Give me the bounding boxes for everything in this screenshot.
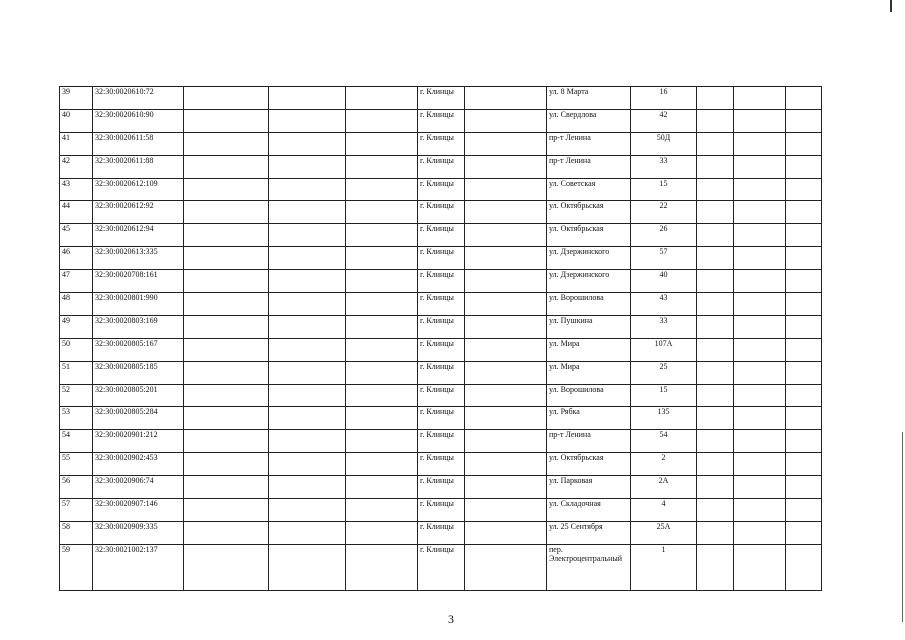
empty-cell [346,499,418,522]
street-cell: ул. 8 Марта [547,87,631,110]
empty-cell [786,155,822,178]
cadastral-number-cell: 32:30:0020612:92 [93,201,184,224]
empty-cell [786,361,822,384]
table-row [60,453,822,476]
row-number-cell: 54 [60,430,93,453]
house-number-cell: 42 [631,109,697,132]
house-number-cell: 43 [631,293,697,316]
scan-edge-line [902,432,903,622]
row-number-cell: 42 [60,155,93,178]
empty-cell [786,109,822,132]
row-number-cell: 39 [60,87,93,110]
empty-cell [734,384,786,407]
empty-cell [786,407,822,430]
table-row [60,384,822,407]
empty-cell [465,155,547,178]
empty-cell [465,453,547,476]
empty-cell [346,361,418,384]
empty-cell [184,293,269,316]
table-row [60,407,822,430]
empty-cell [697,499,734,522]
empty-cell [786,224,822,247]
empty-cell [346,247,418,270]
empty-cell [697,155,734,178]
cadastral-number-cell: 32:30:0020610:72 [93,87,184,110]
table-row [60,430,822,453]
street-cell: пр-т Ленина [547,132,631,155]
row-number-cell: 52 [60,384,93,407]
empty-cell [734,521,786,544]
empty-cell [346,178,418,201]
empty-cell [697,338,734,361]
empty-cell [734,315,786,338]
house-number-cell: 54 [631,430,697,453]
empty-cell [465,499,547,522]
empty-cell [346,407,418,430]
empty-cell [184,521,269,544]
city-cell: г. Клинцы [418,430,465,453]
table-row [60,476,822,499]
empty-cell [697,315,734,338]
row-number-cell: 49 [60,315,93,338]
empty-cell [184,315,269,338]
empty-cell [697,132,734,155]
empty-cell [734,270,786,293]
cadastral-number-cell: 32:30:0020907:146 [93,499,184,522]
empty-cell [465,87,547,110]
house-number-cell: 33 [631,315,697,338]
city-cell: г. Клинцы [418,224,465,247]
empty-cell [465,109,547,132]
empty-cell [697,430,734,453]
city-cell: г. Клинцы [418,155,465,178]
empty-cell [734,293,786,316]
empty-cell [269,132,346,155]
cadastral-number-cell: 32:30:0020906:74 [93,476,184,499]
city-cell: г. Клинцы [418,407,465,430]
empty-cell [734,155,786,178]
table-row [60,132,822,155]
empty-cell [734,499,786,522]
empty-cell [465,132,547,155]
table-row [60,521,822,544]
empty-cell [184,453,269,476]
house-number-cell: 4 [631,499,697,522]
street-cell: ул. Дзержинского [547,270,631,293]
table-row [60,499,822,522]
city-cell: г. Клинцы [418,453,465,476]
street-cell: пр-т Ленина [547,430,631,453]
empty-cell [346,430,418,453]
empty-cell [697,544,734,590]
city-cell: г. Клинцы [418,109,465,132]
row-number-cell: 47 [60,270,93,293]
empty-cell [697,87,734,110]
empty-cell [734,247,786,270]
empty-cell [697,476,734,499]
empty-cell [346,270,418,293]
empty-cell [697,270,734,293]
empty-cell [697,201,734,224]
house-number-cell: 1 [631,544,697,590]
house-number-cell: 16 [631,87,697,110]
house-number-cell: 135 [631,407,697,430]
city-cell: г. Клинцы [418,132,465,155]
empty-cell [734,109,786,132]
street-cell: ул. Ворошилова [547,384,631,407]
house-number-cell: 25А [631,521,697,544]
empty-cell [269,293,346,316]
empty-cell [734,361,786,384]
empty-cell [697,293,734,316]
page-number: 3 [448,612,454,626]
empty-cell [269,247,346,270]
empty-cell [465,201,547,224]
empty-cell [786,544,822,590]
empty-cell [786,476,822,499]
table-row [60,544,822,590]
table-row [60,338,822,361]
empty-cell [786,247,822,270]
empty-cell [734,544,786,590]
street-cell: ул. Ворошилова [547,293,631,316]
empty-cell [465,315,547,338]
street-cell: ул. Октябрьская [547,453,631,476]
row-number-cell: 51 [60,361,93,384]
city-cell: г. Клинцы [418,247,465,270]
empty-cell [786,384,822,407]
cadastral-number-cell: 32:30:0020902:453 [93,453,184,476]
street-cell: ул. Октябрьская [547,201,631,224]
empty-cell [697,453,734,476]
house-number-cell: 33 [631,155,697,178]
empty-cell [786,315,822,338]
empty-cell [184,270,269,293]
empty-cell [786,499,822,522]
street-cell: ул. Рябка [547,407,631,430]
empty-cell [184,132,269,155]
row-number-cell: 55 [60,453,93,476]
street-cell: ул. Складочная [547,499,631,522]
cadastral-number-cell: 32:30:0020708:161 [93,270,184,293]
empty-cell [184,201,269,224]
empty-cell [269,499,346,522]
house-number-cell: 2 [631,453,697,476]
empty-cell [734,430,786,453]
empty-cell [697,109,734,132]
empty-cell [346,544,418,590]
empty-cell [697,178,734,201]
cadastral-number-cell: 32:30:0020611:58 [93,132,184,155]
cadastral-number-cell: 32:30:0020805:185 [93,361,184,384]
empty-cell [269,155,346,178]
empty-cell [269,430,346,453]
city-cell: г. Клинцы [418,315,465,338]
empty-cell [184,361,269,384]
city-cell: г. Клинцы [418,270,465,293]
street-cell: ул. Дзержинского [547,247,631,270]
empty-cell [465,361,547,384]
empty-cell [346,155,418,178]
table-row [60,155,822,178]
empty-cell [697,361,734,384]
table-row [60,178,822,201]
house-number-cell: 26 [631,224,697,247]
empty-cell [734,338,786,361]
empty-cell [184,407,269,430]
row-number-cell: 56 [60,476,93,499]
empty-cell [269,407,346,430]
empty-cell [786,201,822,224]
empty-cell [786,453,822,476]
empty-cell [346,224,418,247]
empty-cell [269,544,346,590]
cadastral-number-cell: 32:30:0020805:201 [93,384,184,407]
house-number-cell: 15 [631,178,697,201]
street-cell: ул. 25 Сентября [547,521,631,544]
empty-cell [465,293,547,316]
street-cell: ул. Мира [547,338,631,361]
cadastral-number-cell: 32:30:0021002:137 [93,544,184,590]
empty-cell [734,178,786,201]
table-row [60,247,822,270]
street-cell: пр-т Ленина [547,155,631,178]
empty-cell [734,224,786,247]
empty-cell [184,87,269,110]
empty-cell [346,384,418,407]
empty-cell [346,201,418,224]
empty-cell [184,155,269,178]
empty-cell [269,315,346,338]
cadastral-number-cell: 32:30:0020901:212 [93,430,184,453]
empty-cell [465,384,547,407]
empty-cell [184,476,269,499]
register-table-body [60,87,822,591]
empty-cell [697,521,734,544]
empty-cell [269,224,346,247]
table-row [60,315,822,338]
row-number-cell: 46 [60,247,93,270]
table-row [60,201,822,224]
empty-cell [465,407,547,430]
city-cell: г. Клинцы [418,521,465,544]
city-cell: г. Клинцы [418,293,465,316]
row-number-cell: 53 [60,407,93,430]
house-number-cell: 50Д [631,132,697,155]
city-cell: г. Клинцы [418,178,465,201]
empty-cell [465,476,547,499]
house-number-cell: 40 [631,270,697,293]
empty-cell [184,430,269,453]
street-cell: ул. Свердлова [547,109,631,132]
cadastral-number-cell: 32:30:0020909:335 [93,521,184,544]
empty-cell [269,87,346,110]
empty-cell [465,338,547,361]
table-row [60,87,822,110]
empty-cell [786,87,822,110]
street-cell: ул. Октябрьская [547,224,631,247]
empty-cell [269,338,346,361]
empty-cell [697,384,734,407]
register-table [59,86,822,591]
row-number-cell: 41 [60,132,93,155]
empty-cell [697,224,734,247]
empty-cell [346,109,418,132]
table-row [60,270,822,293]
table-row [60,224,822,247]
street-cell: ул. Мира [547,361,631,384]
cadastral-number-cell: 32:30:0020612:109 [93,178,184,201]
cadastral-number-cell: 32:30:0020801:990 [93,293,184,316]
row-number-cell: 48 [60,293,93,316]
empty-cell [184,499,269,522]
street-cell: ул. Советская [547,178,631,201]
street-cell: ул. Пушкина [547,315,631,338]
empty-cell [786,430,822,453]
empty-cell [184,247,269,270]
table-row [60,109,822,132]
empty-cell [346,87,418,110]
house-number-cell: 107А [631,338,697,361]
empty-cell [346,132,418,155]
empty-cell [734,132,786,155]
row-number-cell: 50 [60,338,93,361]
empty-cell [734,476,786,499]
empty-cell [269,361,346,384]
empty-cell [786,293,822,316]
empty-cell [346,293,418,316]
row-number-cell: 58 [60,521,93,544]
empty-cell [184,384,269,407]
empty-cell [465,521,547,544]
empty-cell [346,315,418,338]
city-cell: г. Клинцы [418,87,465,110]
cadastral-number-cell: 32:30:0020613:335 [93,247,184,270]
empty-cell [734,453,786,476]
empty-cell [734,87,786,110]
empty-cell [786,338,822,361]
empty-cell [269,453,346,476]
empty-cell [734,407,786,430]
empty-cell [786,132,822,155]
empty-cell [346,521,418,544]
cadastral-number-cell: 32:30:0020805:284 [93,407,184,430]
cadastral-number-cell: 32:30:0020805:167 [93,338,184,361]
house-number-cell: 22 [631,201,697,224]
cadastral-number-cell: 32:30:0020611:88 [93,155,184,178]
city-cell: г. Клинцы [418,544,465,590]
row-number-cell: 57 [60,499,93,522]
row-number-cell: 59 [60,544,93,590]
city-cell: г. Клинцы [418,499,465,522]
empty-cell [269,178,346,201]
empty-cell [786,270,822,293]
empty-cell [465,270,547,293]
row-number-cell: 43 [60,178,93,201]
empty-cell [465,178,547,201]
empty-cell [465,247,547,270]
row-number-cell: 40 [60,109,93,132]
empty-cell [269,201,346,224]
empty-cell [184,224,269,247]
house-number-cell: 2А [631,476,697,499]
empty-cell [697,247,734,270]
empty-cell [734,201,786,224]
empty-cell [786,521,822,544]
cadastral-number-cell: 32:30:0020610:90 [93,109,184,132]
empty-cell [465,430,547,453]
scan-edge-mark [890,0,892,12]
house-number-cell: 15 [631,384,697,407]
cadastral-number-cell: 32:30:0020612:94 [93,224,184,247]
empty-cell [269,476,346,499]
street-cell: пер. Электроцентральный [547,544,631,590]
city-cell: г. Клинцы [418,201,465,224]
empty-cell [269,270,346,293]
empty-cell [269,109,346,132]
empty-cell [269,384,346,407]
city-cell: г. Клинцы [418,338,465,361]
empty-cell [184,178,269,201]
city-cell: г. Клинцы [418,384,465,407]
empty-cell [184,544,269,590]
house-number-cell: 57 [631,247,697,270]
city-cell: г. Клинцы [418,361,465,384]
empty-cell [269,521,346,544]
empty-cell [465,544,547,590]
empty-cell [465,224,547,247]
cadastral-number-cell: 32:30:0020803:169 [93,315,184,338]
row-number-cell: 44 [60,201,93,224]
empty-cell [346,453,418,476]
table-row [60,361,822,384]
row-number-cell: 45 [60,224,93,247]
empty-cell [346,338,418,361]
empty-cell [184,338,269,361]
city-cell: г. Клинцы [418,476,465,499]
street-cell: ул. Парковая [547,476,631,499]
empty-cell [346,476,418,499]
house-number-cell: 25 [631,361,697,384]
table-row [60,293,822,316]
empty-cell [697,407,734,430]
empty-cell [184,109,269,132]
empty-cell [786,178,822,201]
